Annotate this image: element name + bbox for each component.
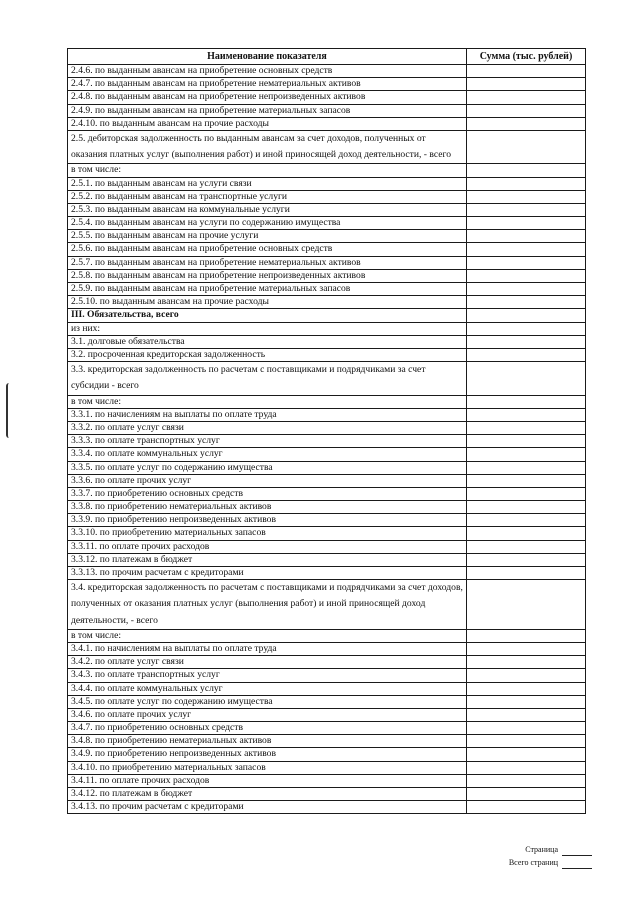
indicator-name-cell: 2.5.5. по выданным авансам на прочие услуги: [68, 230, 467, 243]
indicator-name-cell: 2.5.9. по выданным авансам на приобретение материальных запасов: [68, 283, 467, 296]
indicator-name-cell: 2.5.8. по выданным авансам на приобретение непроизведенных активов: [68, 269, 467, 282]
table-row: [68, 669, 586, 682]
table-row: [68, 642, 586, 655]
sum-value-cell: [467, 283, 586, 296]
indicators-table: [67, 48, 586, 814]
table-row: [68, 448, 586, 461]
sum-value-cell: [467, 567, 586, 580]
indicator-name-cell: 3.4.11. по оплате прочих расходов: [68, 774, 467, 787]
indicator-name-cell: 3.3.9. по приобретению непроизведенных активов: [68, 514, 467, 527]
indicator-name-cell: 3.4.13. по прочим расчетам с кредиторами: [68, 801, 467, 814]
table-row: [68, 283, 586, 296]
indicator-name-cell: 3.3. кредиторская задолженность по расчетам с поставщиками и подрядчиками за счет субсидии - всего: [68, 362, 467, 395]
sum-value-cell: [467, 487, 586, 500]
indicator-name-cell: III. Обязательства, всего: [68, 309, 467, 322]
table-row: [68, 722, 586, 735]
table-row: [68, 435, 586, 448]
table-row: [68, 117, 586, 130]
total-pages-label: Всего страниц: [508, 858, 558, 867]
indicator-name-cell: 3.3.2. по оплате услуг связи: [68, 421, 467, 434]
indicator-name-cell: 3.3.5. по оплате услуг по содержанию имущества: [68, 461, 467, 474]
table-row: [68, 487, 586, 500]
indicator-name-cell: в том числе:: [68, 164, 467, 177]
table-body: [68, 65, 586, 814]
table-row: [68, 695, 586, 708]
table-row: [68, 78, 586, 91]
sum-value-cell: [467, 203, 586, 216]
table-row: [68, 567, 586, 580]
table-row: [68, 735, 586, 748]
indicator-name-cell: 2.5.7. по выданным авансам на приобретение нематериальных активов: [68, 256, 467, 269]
indicator-name-cell: 3.3.6. по оплате прочих услуг: [68, 474, 467, 487]
table-row: [68, 395, 586, 408]
sum-value-cell: [467, 461, 586, 474]
sum-value-cell: [467, 642, 586, 655]
table-row: [68, 177, 586, 190]
indicator-name-cell: 3.4.2. по оплате услуг связи: [68, 656, 467, 669]
table-row: [68, 65, 586, 78]
indicator-name-cell: 3.4. кредиторская задолженность по расчетам с поставщиками и подрядчиками за счет доходов, полученных от оказания платных услуг (выполнения работ) и иной приносящей доход деятельности, - всего: [68, 580, 467, 630]
sum-value-cell: [467, 748, 586, 761]
table-row: [68, 461, 586, 474]
sum-value-cell: [467, 580, 586, 630]
indicator-name-cell: 3.3.1. по начислениям на выплаты по оплате труда: [68, 408, 467, 421]
sum-value-cell: [467, 217, 586, 230]
table-header-row: [68, 49, 586, 65]
page-number-line: [509, 843, 592, 856]
sum-value-cell: [467, 309, 586, 322]
indicator-name-cell: 3.3.8. по приобретению нематериальных активов: [68, 501, 467, 514]
sum-value-cell: [467, 435, 586, 448]
table-row: [68, 362, 586, 395]
sum-value-cell: [467, 230, 586, 243]
sum-value-cell: [467, 421, 586, 434]
indicator-name-cell: 3.1. долговые обязательства: [68, 335, 467, 348]
indicator-name-cell: 3.3.4. по оплате коммунальных услуг: [68, 448, 467, 461]
table-row: [68, 801, 586, 814]
indicator-name-cell: 3.4.8. по приобретению нематериальных активов: [68, 735, 467, 748]
indicator-name-cell: 2.5. дебиторская задолженность по выданным авансам за счет доходов, полученных от оказания платных услуг (выполнения работ) и иной приносящей доход деятельности, - всего: [68, 130, 467, 163]
sum-value-cell: [467, 656, 586, 669]
indicator-name-cell: 3.4.6. по оплате прочих услуг: [68, 708, 467, 721]
page-number-blank: [562, 846, 592, 856]
table-row: [68, 553, 586, 566]
table-row: [68, 104, 586, 117]
indicator-name-cell: 3.3.11. по оплате прочих расходов: [68, 540, 467, 553]
table-row: [68, 761, 586, 774]
sum-value-cell: [467, 243, 586, 256]
sum-value-cell: [467, 501, 586, 514]
sum-value-cell: [467, 177, 586, 190]
table-row: [68, 269, 586, 282]
table-row: [68, 164, 586, 177]
sum-value-cell: [467, 322, 586, 335]
table-row: [68, 91, 586, 104]
indicator-name-cell: 3.4.10. по приобретению материальных запасов: [68, 761, 467, 774]
sum-value-cell: [467, 682, 586, 695]
table-row: [68, 408, 586, 421]
indicator-name-cell: 2.5.2. по выданным авансам на транспортные услуги: [68, 190, 467, 203]
indicator-name-cell: 2.5.3. по выданным авансам на коммунальные услуги: [68, 203, 467, 216]
sum-value-cell: [467, 788, 586, 801]
sum-value-cell: [467, 540, 586, 553]
sum-value-cell: [467, 774, 586, 787]
sum-value-cell: [467, 256, 586, 269]
page-label: Страница: [525, 845, 558, 854]
indicator-name-cell: из них:: [68, 322, 467, 335]
table-row: [68, 217, 586, 230]
table-row: [68, 322, 586, 335]
indicator-name-cell: 2.4.6. по выданным авансам на приобретение основных средств: [68, 65, 467, 78]
table-row: [68, 309, 586, 322]
sum-value-cell: [467, 348, 586, 361]
sum-value-cell: [467, 527, 586, 540]
table-row: [68, 190, 586, 203]
sum-value-cell: [467, 190, 586, 203]
indicator-name-cell: 3.3.10. по приобретению материальных запасов: [68, 527, 467, 540]
indicator-name-cell: 3.4.3. по оплате транспортных услуг: [68, 669, 467, 682]
indicator-name-cell: 2.4.10. по выданным авансам на прочие расходы: [68, 117, 467, 130]
total-pages-line: [509, 856, 592, 869]
indicator-name-cell: 3.2. просроченная кредиторская задолженность: [68, 348, 467, 361]
indicator-name-cell: 3.4.4. по оплате коммунальных услуг: [68, 682, 467, 695]
indicator-name-cell: 3.3.3. по оплате транспортных услуг: [68, 435, 467, 448]
sum-value-cell: [467, 722, 586, 735]
table-row: [68, 256, 586, 269]
indicator-name-cell: 2.5.6. по выданным авансам на приобретение основных средств: [68, 243, 467, 256]
indicator-name-cell: 3.3.13. по прочим расчетам с кредиторами: [68, 567, 467, 580]
sum-value-cell: [467, 735, 586, 748]
sum-value-cell: [467, 629, 586, 642]
table-row: [68, 335, 586, 348]
table-row: [68, 474, 586, 487]
sum-value-cell: [467, 269, 586, 282]
indicator-name-cell: 3.3.12. по платежам в бюджет: [68, 553, 467, 566]
table-row: [68, 682, 586, 695]
table-row: [68, 421, 586, 434]
sum-value-cell: [467, 395, 586, 408]
table-row: [68, 514, 586, 527]
indicator-name-cell: 3.3.7. по приобретению основных средств: [68, 487, 467, 500]
table-row: [68, 774, 586, 787]
sum-value-cell: [467, 78, 586, 91]
indicator-name-cell: 3.4.12. по платежам в бюджет: [68, 788, 467, 801]
table-row: [68, 629, 586, 642]
sum-value-cell: [467, 514, 586, 527]
sum-value-cell: [467, 801, 586, 814]
sum-value-cell: [467, 117, 586, 130]
table-row: [68, 788, 586, 801]
header-indicator-name: Наименование показателя: [68, 49, 467, 65]
binder-hole-mark: [6, 383, 12, 438]
indicator-name-cell: 2.5.1. по выданным авансам на услуги связи: [68, 177, 467, 190]
header-sum: Сумма (тыс. рублей): [467, 49, 586, 65]
table-row: [68, 130, 586, 163]
table-row: [68, 580, 586, 630]
indicator-name-cell: 2.5.4. по выданным авансам на услуги по содержанию имущества: [68, 217, 467, 230]
sum-value-cell: [467, 408, 586, 421]
sum-value-cell: [467, 708, 586, 721]
indicator-name-cell: 3.4.9. по приобретению непроизведенных активов: [68, 748, 467, 761]
sum-value-cell: [467, 474, 586, 487]
table-row: [68, 230, 586, 243]
sum-value-cell: [467, 296, 586, 309]
total-pages-blank: [562, 859, 592, 869]
indicator-name-cell: 3.4.5. по оплате услуг по содержанию имущества: [68, 695, 467, 708]
sum-value-cell: [467, 761, 586, 774]
indicator-name-cell: в том числе:: [68, 395, 467, 408]
indicator-name-cell: 3.4.7. по приобретению основных средств: [68, 722, 467, 735]
sum-value-cell: [467, 65, 586, 78]
table-row: [68, 748, 586, 761]
table-row: [68, 708, 586, 721]
sum-value-cell: [467, 130, 586, 163]
sum-value-cell: [467, 448, 586, 461]
sum-value-cell: [467, 695, 586, 708]
table-row: [68, 527, 586, 540]
indicator-name-cell: 2.5.10. по выданным авансам на прочие расходы: [68, 296, 467, 309]
page-footer: [509, 843, 592, 869]
table-row: [68, 243, 586, 256]
indicator-name-cell: 2.4.7. по выданным авансам на приобретение нематериальных активов: [68, 78, 467, 91]
indicator-name-cell: 2.4.8. по выданным авансам на приобретение непроизведенных активов: [68, 91, 467, 104]
sum-value-cell: [467, 362, 586, 395]
sum-value-cell: [467, 669, 586, 682]
table-row: [68, 501, 586, 514]
sum-value-cell: [467, 164, 586, 177]
table-row: [68, 656, 586, 669]
table-row: [68, 540, 586, 553]
sum-value-cell: [467, 335, 586, 348]
table-row: [68, 296, 586, 309]
indicator-name-cell: 3.4.1. по начислениям на выплаты по оплате труда: [68, 642, 467, 655]
sum-value-cell: [467, 553, 586, 566]
sum-value-cell: [467, 91, 586, 104]
indicator-name-cell: в том числе:: [68, 629, 467, 642]
table-row: [68, 203, 586, 216]
indicator-name-cell: 2.4.9. по выданным авансам на приобретение материальных запасов: [68, 104, 467, 117]
table-row: [68, 348, 586, 361]
sum-value-cell: [467, 104, 586, 117]
